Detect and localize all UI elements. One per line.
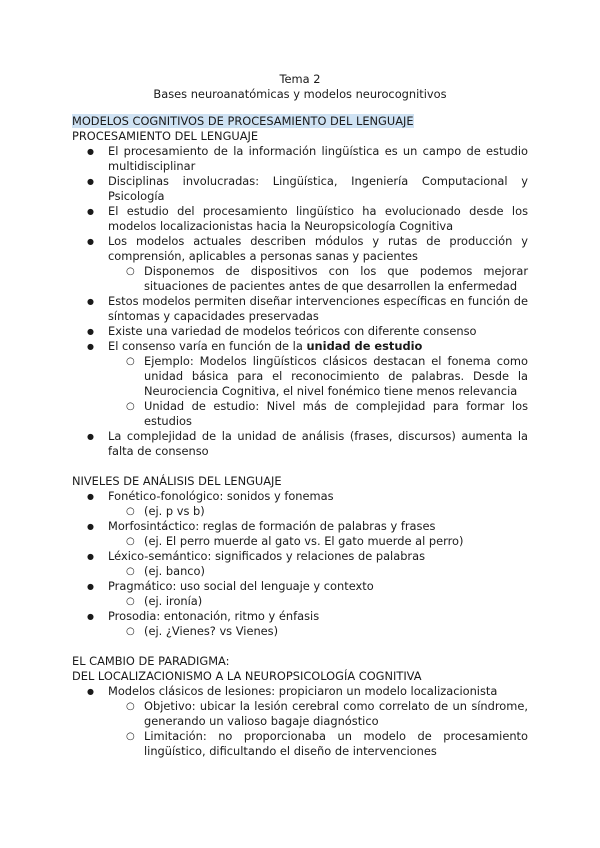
bold-term: unidad de estudio	[306, 339, 423, 353]
list-item: ● La complejidad de la unidad de análisis (frases, discursos) aumenta la falta de consenso	[72, 429, 528, 459]
section-paradigm-change	[72, 654, 528, 759]
list-item-text: El consenso varía en función de la	[108, 339, 307, 353]
list-item: ● Morfosintáctico: reglas de formación de palabras y frases	[72, 519, 528, 534]
list-item: ● Estos modelos permiten diseñar intervenciones específicas en función de síntomas y capacidades preservadas	[72, 294, 528, 324]
sub-list-item: ○ (ej. p vs b)	[72, 504, 528, 519]
section-heading: NIVELES DE ANÁLISIS DEL LENGUAJE	[72, 474, 282, 488]
document-page	[72, 72, 528, 759]
list-item: ● Fonético-fonológico: sonidos y fonemas	[72, 489, 528, 504]
list-item: ● Léxico-semántico: significados y relaciones de palabras	[72, 549, 528, 564]
section-heading: EL CAMBIO DE PARADIGMA:	[72, 654, 230, 668]
list-item: ● Los modelos actuales describen módulos y rutas de producción y comprensión, aplicables a personas sanas y pacientes	[72, 234, 528, 264]
sub-list-item: ○ Ejemplo: Modelos lingüísticos clásicos destacan el fonema como unidad básica para el reconocimiento de palabras. Desde la Neurociencia Cognitiva, el nivel fonémico tiene menos relevancia	[72, 354, 528, 399]
list-item: ● El estudio del procesamiento lingüístico ha evolucionado desde los modelos localizacionistas hacia la Neuropsicología Cognitiva	[72, 204, 528, 234]
doc-subtitle: Bases neuroanatómicas y modelos neurocognitivos	[153, 87, 447, 101]
bullet-list	[72, 144, 528, 459]
section-subheading: PROCESAMIENTO DEL LENGUAJE	[72, 129, 259, 143]
list-item: ● Pragmático: uso social del lenguaje y contexto	[72, 579, 528, 594]
doc-title: Tema 2	[279, 72, 321, 86]
bullet-list	[72, 489, 528, 639]
sub-list-item: ○ Objetivo: ubicar la lesión cerebral como correlato de un síndrome, generando un valioso bagaje diagnóstico	[72, 699, 528, 729]
list-item: ● Prosodia: entonación, ritmo y énfasis	[72, 609, 528, 624]
list-item: ● Existe una variedad de modelos teóricos con diferente consenso	[72, 324, 528, 339]
section-cognitive-models	[72, 114, 528, 459]
sub-list-item: ○ (ej. ¿Vienes? vs Vienes)	[72, 624, 528, 639]
section-heading-line2: DEL LOCALIZACIONISMO A LA NEUROPSICOLOGÍA COGNITIVA	[72, 669, 422, 683]
list-item: ● Modelos clásicos de lesiones: propiciaron un modelo localizacionista	[72, 684, 528, 699]
list-item	[72, 339, 528, 354]
sub-list-item: ○ Unidad de estudio: Nivel más de complejidad para formar los estudios	[72, 399, 528, 429]
sub-list-item: ○ (ej. ironía)	[72, 594, 528, 609]
sub-list-item: ○ Limitación: no proporcionaba un modelo de procesamiento lingüístico, dificultando el diseño de intervenciones	[72, 729, 528, 759]
sub-list-item: ○ (ej. El perro muerde al gato vs. El gato muerde al perro)	[72, 534, 528, 549]
list-item: ● El procesamiento de la información lingüística es un campo de estudio multidisciplinar	[72, 144, 528, 174]
sub-list-item: ○ Disponemos de dispositivos con los que podemos mejorar situaciones de pacientes antes de que desarrollen la enfermedad	[72, 264, 528, 294]
section-heading-highlighted: MODELOS COGNITIVOS DE PROCESAMIENTO DEL LENGUAJE	[72, 114, 414, 128]
sub-list-item: ○ (ej. banco)	[72, 564, 528, 579]
bullet-list	[72, 684, 528, 759]
list-item: ● Disciplinas involucradas: Lingüística, Ingeniería Computacional y Psicología	[72, 174, 528, 204]
section-analysis-levels	[72, 474, 528, 639]
